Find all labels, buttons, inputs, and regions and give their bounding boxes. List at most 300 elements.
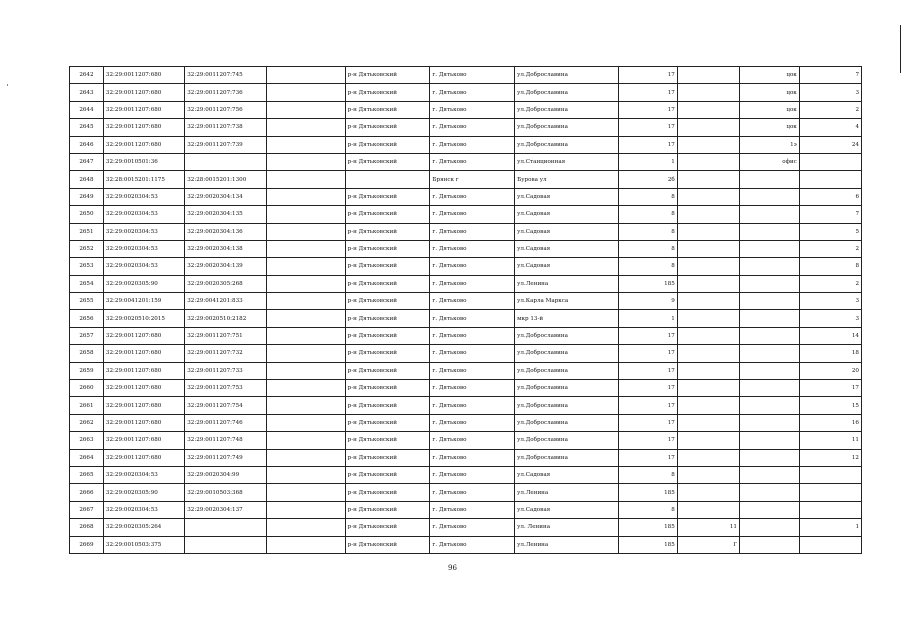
cell-building bbox=[677, 432, 739, 449]
cell-house: 17 bbox=[619, 397, 678, 414]
cell-district: р-н Дятьковский bbox=[345, 310, 430, 327]
cell-object-number: 32:29:0011207:746 bbox=[185, 414, 266, 431]
cell-city: г. Дятьково bbox=[430, 432, 515, 449]
cell-street: ул.Доброславина bbox=[515, 380, 619, 397]
cell-building bbox=[677, 119, 739, 136]
cell-building bbox=[677, 206, 739, 223]
cell-apartment: 2 bbox=[799, 240, 861, 257]
cell-city: г. Дятьково bbox=[430, 101, 515, 118]
cell-building bbox=[677, 101, 739, 118]
cell-room-type bbox=[739, 206, 799, 223]
cell-district: р-н Дятьковский bbox=[345, 449, 430, 466]
cell-room-type bbox=[739, 449, 799, 466]
cell-city: г. Дятьково bbox=[430, 466, 515, 483]
cell-object-number: 32:29:0011207:748 bbox=[185, 432, 266, 449]
cell-cadastral-number: 32:29:0020305:90 bbox=[103, 484, 184, 501]
cell-apartment bbox=[799, 484, 861, 501]
cell-row-number: 2646 bbox=[70, 136, 104, 153]
cell-city: г. Дятьково bbox=[430, 362, 515, 379]
cell-room-type bbox=[739, 275, 799, 292]
cell-room-type bbox=[739, 414, 799, 431]
cell-house: 185 bbox=[619, 484, 678, 501]
cell-street: ул.Доброславина bbox=[515, 449, 619, 466]
cell-apartment: 11 bbox=[799, 432, 861, 449]
cell-cadastral-number: 32:29:0041201:159 bbox=[103, 293, 184, 310]
cell-apartment: 14 bbox=[799, 327, 861, 344]
cell-district: р-н Дятьковский bbox=[345, 362, 430, 379]
cell-object-number: 32:29:0011207:738 bbox=[185, 119, 266, 136]
cell-building bbox=[677, 345, 739, 362]
cell-row-number: 2643 bbox=[70, 84, 104, 101]
cell-building bbox=[677, 188, 739, 205]
cell-extra-cell bbox=[266, 171, 345, 188]
cell-room-type bbox=[739, 345, 799, 362]
cell-row-number: 2653 bbox=[70, 258, 104, 275]
cell-apartment bbox=[799, 536, 861, 553]
cell-extra-cell bbox=[266, 136, 345, 153]
table-row bbox=[70, 223, 862, 240]
cell-object-number: 32:29:0010503:368 bbox=[185, 484, 266, 501]
cell-apartment: 4 bbox=[799, 119, 861, 136]
cell-district: р-н Дятьковский bbox=[345, 119, 430, 136]
cell-cadastral-number: 32:29:0011207:680 bbox=[103, 414, 184, 431]
cell-building bbox=[677, 449, 739, 466]
cell-district: р-н Дятьковский bbox=[345, 519, 430, 536]
cell-apartment: 2 bbox=[799, 101, 861, 118]
cell-city: г. Дятьково bbox=[430, 240, 515, 257]
cell-district: р-н Дятьковский bbox=[345, 397, 430, 414]
table-body bbox=[70, 67, 862, 554]
cell-house: 8 bbox=[619, 188, 678, 205]
cell-street: ул.Доброславина bbox=[515, 414, 619, 431]
cell-city: г. Дятьково bbox=[430, 84, 515, 101]
table-row bbox=[70, 101, 862, 118]
cell-house: 17 bbox=[619, 414, 678, 431]
cell-row-number: 2666 bbox=[70, 484, 104, 501]
cell-building bbox=[677, 275, 739, 292]
cell-street: ул.Садовая bbox=[515, 206, 619, 223]
cell-object-number: 32:29:0011207:754 bbox=[185, 397, 266, 414]
cell-row-number: 2652 bbox=[70, 240, 104, 257]
cell-district: р-н Дятьковский bbox=[345, 136, 430, 153]
cell-house: 8 bbox=[619, 206, 678, 223]
cell-cadastral-number: 32:29:0011207:680 bbox=[103, 67, 184, 84]
cell-city: г. Дятьково bbox=[430, 484, 515, 501]
cell-object-number bbox=[185, 536, 266, 553]
cell-district: р-н Дятьковский bbox=[345, 258, 430, 275]
page-edge-line bbox=[900, 25, 901, 73]
cell-object-number: 32:29:0020305:268 bbox=[185, 275, 266, 292]
cell-city: г. Дятьково bbox=[430, 293, 515, 310]
cell-house: 17 bbox=[619, 380, 678, 397]
table-row bbox=[70, 501, 862, 518]
cell-house: 17 bbox=[619, 119, 678, 136]
cell-district: р-н Дятьковский bbox=[345, 206, 430, 223]
cell-cadastral-number: 32:29:0020305:264 bbox=[103, 519, 184, 536]
cell-room-type bbox=[739, 466, 799, 483]
table-row bbox=[70, 258, 862, 275]
cell-room-type bbox=[739, 519, 799, 536]
cell-extra-cell bbox=[266, 293, 345, 310]
cell-object-number: 32:29:0011207:739 bbox=[185, 136, 266, 153]
cell-room-type bbox=[739, 171, 799, 188]
cell-room-type bbox=[739, 397, 799, 414]
cell-house: 8 bbox=[619, 223, 678, 240]
cell-district bbox=[345, 171, 430, 188]
cell-row-number: 2663 bbox=[70, 432, 104, 449]
cell-street: ул.Садовая bbox=[515, 188, 619, 205]
cell-cadastral-number: 32:29:0011207:680 bbox=[103, 397, 184, 414]
table-row bbox=[70, 466, 862, 483]
cell-object-number: 32:29:0011207:749 bbox=[185, 449, 266, 466]
table-row bbox=[70, 136, 862, 153]
cell-building bbox=[677, 310, 739, 327]
cell-row-number: 2650 bbox=[70, 206, 104, 223]
cell-street: ул.Доброславина bbox=[515, 84, 619, 101]
cell-room-type bbox=[739, 293, 799, 310]
cell-building bbox=[677, 327, 739, 344]
cell-row-number: 2644 bbox=[70, 101, 104, 118]
cell-extra-cell bbox=[266, 362, 345, 379]
table-row bbox=[70, 449, 862, 466]
cell-object-number: 32:29:0020304:136 bbox=[185, 223, 266, 240]
cell-district: р-н Дятьковский bbox=[345, 432, 430, 449]
cell-street: ул.Садовая bbox=[515, 501, 619, 518]
table-row bbox=[70, 119, 862, 136]
cell-row-number: 2659 bbox=[70, 362, 104, 379]
cell-building bbox=[677, 153, 739, 170]
cell-extra-cell bbox=[266, 206, 345, 223]
cell-row-number: 2665 bbox=[70, 466, 104, 483]
cell-apartment: 12 bbox=[799, 449, 861, 466]
cell-house: 2б bbox=[619, 171, 678, 188]
cell-room-type bbox=[739, 432, 799, 449]
table-row bbox=[70, 414, 862, 431]
cell-room-type bbox=[739, 536, 799, 553]
cell-row-number: 2645 bbox=[70, 119, 104, 136]
cell-object-number: 32:29:0020304:134 bbox=[185, 188, 266, 205]
cell-building bbox=[677, 501, 739, 518]
cell-extra-cell bbox=[266, 466, 345, 483]
cell-house: 1 bbox=[619, 310, 678, 327]
cell-district: р-н Дятьковский bbox=[345, 84, 430, 101]
cell-cadastral-number: 32:29:0020304:53 bbox=[103, 258, 184, 275]
cell-cadastral-number: 32:29:0011207:680 bbox=[103, 449, 184, 466]
cell-apartment bbox=[799, 153, 861, 170]
cell-street: ул.Доброславина bbox=[515, 67, 619, 84]
cell-object-number bbox=[185, 153, 266, 170]
cell-extra-cell bbox=[266, 414, 345, 431]
table-row bbox=[70, 362, 862, 379]
cell-room-type bbox=[739, 310, 799, 327]
table-row bbox=[70, 153, 862, 170]
cell-building bbox=[677, 67, 739, 84]
cell-row-number: 2656 bbox=[70, 310, 104, 327]
cell-city: г. Дятьково bbox=[430, 188, 515, 205]
table-row bbox=[70, 345, 862, 362]
cell-city: г. Дятьково bbox=[430, 67, 515, 84]
cell-row-number: 2654 bbox=[70, 275, 104, 292]
cell-extra-cell bbox=[266, 67, 345, 84]
cell-apartment: 2 bbox=[799, 275, 861, 292]
cell-street: ул. Ленина bbox=[515, 519, 619, 536]
cell-cadastral-number: 32:29:0011207:680 bbox=[103, 362, 184, 379]
cell-house: 17 bbox=[619, 101, 678, 118]
table-row bbox=[70, 536, 862, 553]
cell-street: ул.Садовая bbox=[515, 223, 619, 240]
cell-street: ул.Доброславина bbox=[515, 327, 619, 344]
cell-building bbox=[677, 171, 739, 188]
cell-building bbox=[677, 397, 739, 414]
cell-object-number: 32:29:0020304:135 bbox=[185, 206, 266, 223]
cell-city: г. Дятьково bbox=[430, 449, 515, 466]
cell-row-number: 2651 bbox=[70, 223, 104, 240]
cell-extra-cell bbox=[266, 119, 345, 136]
table-row bbox=[70, 380, 862, 397]
cell-room-type: цок bbox=[739, 67, 799, 84]
table-row bbox=[70, 327, 862, 344]
table-row bbox=[70, 293, 862, 310]
table-row bbox=[70, 484, 862, 501]
cell-district: р-н Дятьковский bbox=[345, 536, 430, 553]
cell-city: г. Дятьково bbox=[430, 258, 515, 275]
cell-extra-cell bbox=[266, 101, 345, 118]
cell-room-type bbox=[739, 258, 799, 275]
cell-building: Г bbox=[677, 536, 739, 553]
cell-apartment bbox=[799, 466, 861, 483]
cell-city: г. Дятьково bbox=[430, 380, 515, 397]
table-row bbox=[70, 171, 862, 188]
cell-house: 17 bbox=[619, 84, 678, 101]
cell-row-number: 2647 bbox=[70, 153, 104, 170]
cell-house: 185 bbox=[619, 519, 678, 536]
cell-street: ул.Доброславина bbox=[515, 119, 619, 136]
cell-apartment: 20 bbox=[799, 362, 861, 379]
table-row bbox=[70, 84, 862, 101]
cell-cadastral-number: 32:29:0010501:36 bbox=[103, 153, 184, 170]
table-row bbox=[70, 206, 862, 223]
cell-district: р-н Дятьковский bbox=[345, 327, 430, 344]
cell-building bbox=[677, 223, 739, 240]
cell-object-number: 32:29:0020304:139 bbox=[185, 258, 266, 275]
cell-building bbox=[677, 136, 739, 153]
cell-extra-cell bbox=[266, 345, 345, 362]
cell-cadastral-number: 32:29:0011207:680 bbox=[103, 119, 184, 136]
cell-house: 17 bbox=[619, 432, 678, 449]
cell-object-number: 32:29:0011207:753 bbox=[185, 380, 266, 397]
cell-cadastral-number: 32:29:0020510:2015 bbox=[103, 310, 184, 327]
cell-extra-cell bbox=[266, 240, 345, 257]
cell-room-type bbox=[739, 188, 799, 205]
cell-cadastral-number: 32:29:0020304:53 bbox=[103, 501, 184, 518]
cell-city: Брянск г bbox=[430, 171, 515, 188]
cell-extra-cell bbox=[266, 223, 345, 240]
cell-cadastral-number: 32:28:0015201:1175 bbox=[103, 171, 184, 188]
cell-row-number: 2649 bbox=[70, 188, 104, 205]
cell-building: 11 bbox=[677, 519, 739, 536]
cell-city: г. Дятьково bbox=[430, 345, 515, 362]
cell-cadastral-number: 32:29:0011207:680 bbox=[103, 101, 184, 118]
cell-row-number: 2655 bbox=[70, 293, 104, 310]
cell-city: г. Дятьково bbox=[430, 414, 515, 431]
cell-apartment: 3 bbox=[799, 310, 861, 327]
cell-extra-cell bbox=[266, 188, 345, 205]
cell-apartment: 3 bbox=[799, 293, 861, 310]
cell-district: р-н Дятьковский bbox=[345, 101, 430, 118]
cell-cadastral-number: 32:29:0011207:680 bbox=[103, 84, 184, 101]
cell-city: г. Дятьково bbox=[430, 153, 515, 170]
cell-district: р-н Дятьковский bbox=[345, 484, 430, 501]
cell-street: ул.Доброславина bbox=[515, 101, 619, 118]
cell-extra-cell bbox=[266, 501, 345, 518]
cell-house: 17 bbox=[619, 67, 678, 84]
page-number: 96 bbox=[448, 564, 457, 572]
cell-apartment: 3 bbox=[799, 84, 861, 101]
cell-district: р-н Дятьковский bbox=[345, 466, 430, 483]
cell-house: 8 bbox=[619, 501, 678, 518]
cell-street: ул.Ленина bbox=[515, 484, 619, 501]
cell-room-type bbox=[739, 327, 799, 344]
cell-row-number: 2661 bbox=[70, 397, 104, 414]
cell-cadastral-number: 32:29:0020304:53 bbox=[103, 466, 184, 483]
cell-cadastral-number: 32:29:0020304:53 bbox=[103, 188, 184, 205]
cell-cadastral-number: 32:29:0011207:680 bbox=[103, 432, 184, 449]
cell-row-number: 2648 bbox=[70, 171, 104, 188]
cell-cadastral-number: 32:29:0020304:53 bbox=[103, 206, 184, 223]
cell-house: 185 bbox=[619, 536, 678, 553]
cell-district: р-н Дятьковский bbox=[345, 188, 430, 205]
cell-street: ул.Садовая bbox=[515, 258, 619, 275]
cell-cadastral-number: 32:29:0011207:680 bbox=[103, 380, 184, 397]
cell-object-number: 32:29:0020510:2182 bbox=[185, 310, 266, 327]
table-row bbox=[70, 519, 862, 536]
cell-row-number: 2657 bbox=[70, 327, 104, 344]
cell-street: ул.Доброславина bbox=[515, 136, 619, 153]
cell-extra-cell bbox=[266, 310, 345, 327]
cell-room-type: цок bbox=[739, 84, 799, 101]
cell-city: г. Дятьково bbox=[430, 397, 515, 414]
cell-district: р-н Дятьковский bbox=[345, 414, 430, 431]
cell-house: 9 bbox=[619, 293, 678, 310]
cell-object-number: 32:28:0015201:1300 bbox=[185, 171, 266, 188]
cell-apartment bbox=[799, 171, 861, 188]
cell-street: ул.Доброславина bbox=[515, 345, 619, 362]
cell-extra-cell bbox=[266, 275, 345, 292]
cell-object-number: 32:29:0011207:756 bbox=[185, 101, 266, 118]
cell-object-number: 32:29:0020304:99 bbox=[185, 466, 266, 483]
cell-house: 17 bbox=[619, 362, 678, 379]
cell-house: 8 bbox=[619, 258, 678, 275]
cell-apartment: 7 bbox=[799, 206, 861, 223]
cell-extra-cell bbox=[266, 432, 345, 449]
table-row bbox=[70, 310, 862, 327]
cell-apartment: 16 bbox=[799, 414, 861, 431]
cell-district: р-н Дятьковский bbox=[345, 153, 430, 170]
cell-street: ул.Станционная bbox=[515, 153, 619, 170]
cell-room-type bbox=[739, 240, 799, 257]
cell-cadastral-number: 32:29:0011207:680 bbox=[103, 136, 184, 153]
cell-street: ул.Садовая bbox=[515, 240, 619, 257]
cell-apartment: 5 bbox=[799, 223, 861, 240]
cell-street: ул.Ленина bbox=[515, 275, 619, 292]
cell-extra-cell bbox=[266, 484, 345, 501]
cell-row-number: 2668 bbox=[70, 519, 104, 536]
cell-street: ул.Доброславина bbox=[515, 397, 619, 414]
table-row bbox=[70, 188, 862, 205]
cell-building bbox=[677, 414, 739, 431]
cell-extra-cell bbox=[266, 519, 345, 536]
cell-room-type: цок bbox=[739, 119, 799, 136]
cell-room-type: офис bbox=[739, 153, 799, 170]
cell-building bbox=[677, 362, 739, 379]
cell-row-number: 2642 bbox=[70, 67, 104, 84]
cell-street: мкр 13-й bbox=[515, 310, 619, 327]
cell-apartment: 7 bbox=[799, 67, 861, 84]
cell-object-number: 32:29:0011207:751 bbox=[185, 327, 266, 344]
cell-room-type: цок bbox=[739, 101, 799, 118]
cell-building bbox=[677, 380, 739, 397]
cell-district: р-н Дятьковский bbox=[345, 275, 430, 292]
cell-extra-cell bbox=[266, 449, 345, 466]
cell-street: Бурова ул bbox=[515, 171, 619, 188]
cell-extra-cell bbox=[266, 258, 345, 275]
cell-cadastral-number: 32:29:0011207:680 bbox=[103, 345, 184, 362]
cell-city: г. Дятьково bbox=[430, 519, 515, 536]
cell-building bbox=[677, 240, 739, 257]
cell-cadastral-number: 32:29:0010503:375 bbox=[103, 536, 184, 553]
cell-district: р-н Дятьковский bbox=[345, 345, 430, 362]
cell-house: 1 bbox=[619, 153, 678, 170]
cell-building bbox=[677, 484, 739, 501]
table-row bbox=[70, 275, 862, 292]
cell-object-number: 32:29:0020304:138 bbox=[185, 240, 266, 257]
cell-house: 17 bbox=[619, 136, 678, 153]
cell-extra-cell bbox=[266, 153, 345, 170]
cell-extra-cell bbox=[266, 380, 345, 397]
cell-cadastral-number: 32:29:0020304:53 bbox=[103, 240, 184, 257]
cell-room-type bbox=[739, 223, 799, 240]
cell-object-number: 32:29:0041201:833 bbox=[185, 293, 266, 310]
cell-object-number: 32:29:0011207:733 bbox=[185, 362, 266, 379]
cell-room-type bbox=[739, 362, 799, 379]
cell-district: р-н Дятьковский bbox=[345, 380, 430, 397]
cell-extra-cell bbox=[266, 397, 345, 414]
scan-mark bbox=[7, 84, 8, 86]
cell-cadastral-number: 32:29:0020304:53 bbox=[103, 223, 184, 240]
cell-city: г. Дятьково bbox=[430, 136, 515, 153]
cell-row-number: 2664 bbox=[70, 449, 104, 466]
cell-object-number: 32:29:0011207:736 bbox=[185, 84, 266, 101]
cell-house: 17 bbox=[619, 345, 678, 362]
cell-city: г. Дятьково bbox=[430, 223, 515, 240]
cell-district: р-н Дятьковский bbox=[345, 501, 430, 518]
cell-house: 17 bbox=[619, 449, 678, 466]
cell-building bbox=[677, 466, 739, 483]
cell-apartment bbox=[799, 501, 861, 518]
cell-house: 17 bbox=[619, 327, 678, 344]
cell-object-number: 32:29:0011207:732 bbox=[185, 345, 266, 362]
cell-city: г. Дятьково bbox=[430, 206, 515, 223]
cell-district: р-н Дятьковский bbox=[345, 223, 430, 240]
cell-apartment: 24 bbox=[799, 136, 861, 153]
cell-apartment: 15 bbox=[799, 397, 861, 414]
cell-city: г. Дятьково bbox=[430, 275, 515, 292]
cell-room-type bbox=[739, 484, 799, 501]
cell-district: р-н Дятьковский bbox=[345, 293, 430, 310]
cell-house: 8 bbox=[619, 466, 678, 483]
cell-house: 185 bbox=[619, 275, 678, 292]
cell-apartment: 8 bbox=[799, 258, 861, 275]
